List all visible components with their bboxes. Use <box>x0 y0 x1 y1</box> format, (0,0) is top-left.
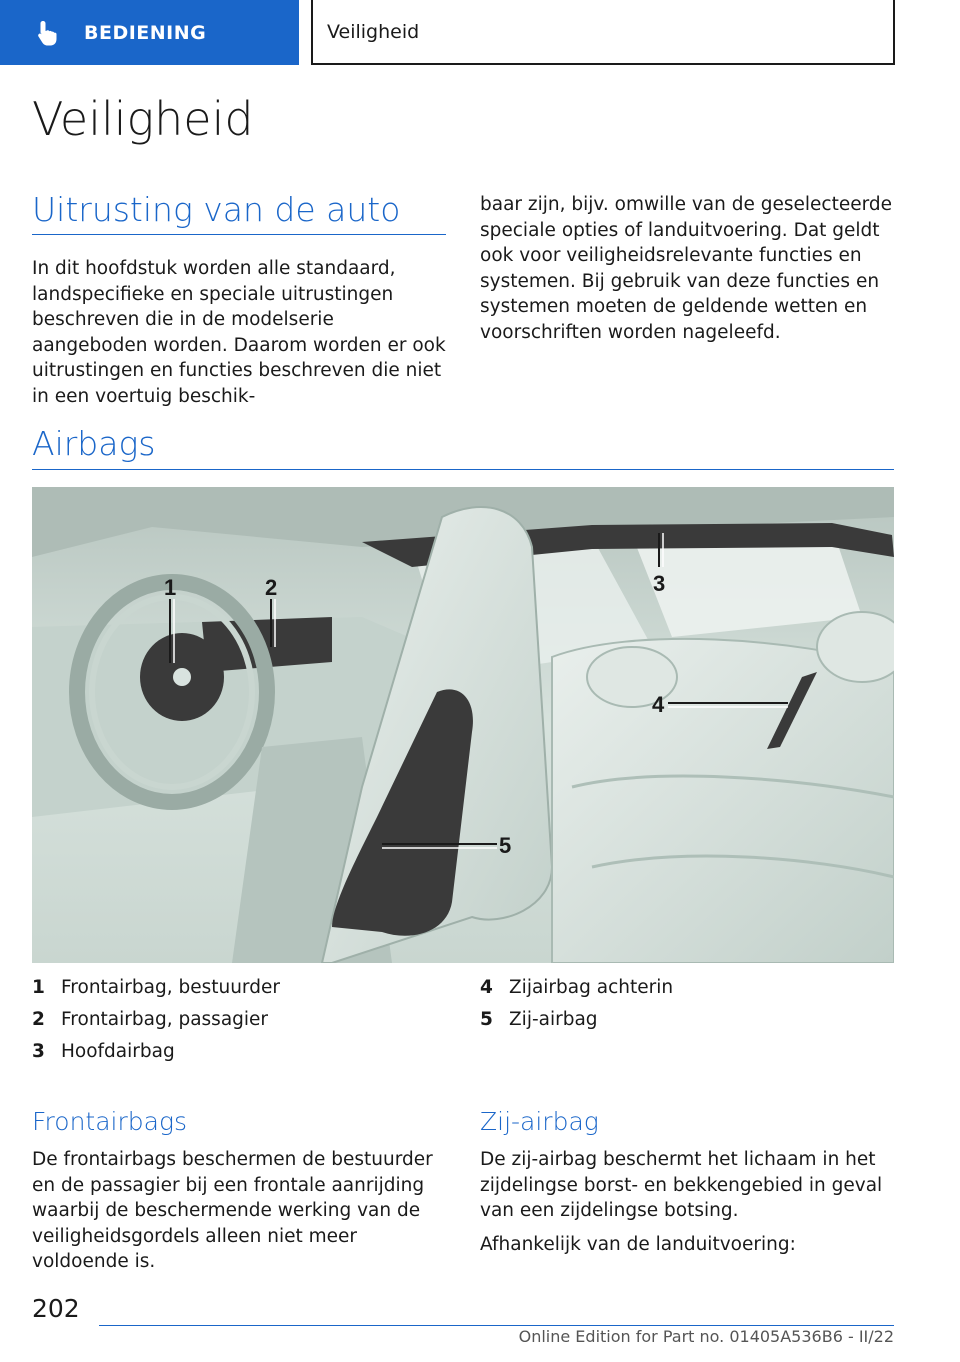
intro-paragraph-right <box>480 192 898 353</box>
section-heading-airbags: Airbags <box>32 424 156 463</box>
legend-text: Zij-airbag <box>509 1009 598 1030</box>
legend-item <box>480 977 900 1009</box>
legend-item <box>32 1009 452 1041</box>
zij-airbag-text-1: De zij-airbag beschermt het lichaam in het zijdelingse borst- en bekkengebied in geval van een zijdelingse botsing. <box>480 1149 883 1221</box>
legend-item <box>32 977 452 1009</box>
footer-rule <box>99 1325 894 1326</box>
legend-text: Zijairbag achterin <box>509 977 674 998</box>
page-title: Veiligheid <box>32 92 254 146</box>
callout-5-label: 5 <box>499 833 512 858</box>
section-tab-label: BEDIENING <box>84 21 207 44</box>
heading-rule <box>32 469 894 470</box>
legend-text: Hoofdairbag <box>61 1041 175 1062</box>
legend-number: 5 <box>480 1009 493 1030</box>
legend-right <box>480 977 900 1041</box>
subsection-tab[interactable] <box>311 0 895 65</box>
legend-left <box>32 977 452 1073</box>
legend-number: 3 <box>32 1041 45 1062</box>
intro-text-left: In dit hoofdstuk worden alle standaard, landspecifieke en speciale uitrustingen beschreven die in de modelserie aangeboden worden. Daarom worden er ook uitrustingen en functies beschreven die niet in een voertuig beschik- <box>32 258 446 407</box>
zij-airbag-paragraph <box>480 1147 898 1265</box>
airbag-illustration <box>32 487 894 963</box>
intro-paragraph-left <box>32 256 450 417</box>
legend-item <box>480 1009 900 1041</box>
callout-1-label: 1 <box>164 575 177 600</box>
car-interior-drawing <box>32 487 894 963</box>
intro-text-right: baar zijn, bijv. omwille van de geselecteerde speciale opties of landuitvoering. Dat geldt ook voor veiligheidsrelevante functies en systemen. Bij gebruik van deze functies en systemen moeten de geldende wetten en voorschriften worden nageleefd. <box>480 194 892 343</box>
legend-number: 4 <box>480 977 493 998</box>
legend-text: Frontairbag, passagier <box>61 1009 269 1030</box>
legend-number: 2 <box>32 1009 45 1030</box>
callout-4-label: 4 <box>652 692 665 717</box>
legend-text: Frontairbag, bestuurder <box>61 977 280 998</box>
legend-item <box>32 1041 452 1073</box>
frontairbags-paragraph <box>32 1147 452 1283</box>
page-number: 202 <box>32 1294 80 1323</box>
subsection-tab-label: Veiligheid <box>327 20 420 43</box>
pointing-hand-icon <box>34 18 64 48</box>
section-tab[interactable] <box>0 0 299 65</box>
zij-airbag-text-2: Afhankelijk van de landuitvoering: <box>480 1233 796 1255</box>
callout-2-label: 2 <box>265 575 278 600</box>
frontairbags-text: De frontairbags beschermen de bestuurder en de passagier bij een frontale aanrijding waarbij de beschermende werking van de veiligheidsgordels alleen niet meer voldoende is. <box>32 1149 433 1272</box>
heading-rule <box>32 234 446 235</box>
callout-3-label: 3 <box>653 571 666 596</box>
legend-number: 1 <box>32 977 45 998</box>
subheading-zij-airbag: Zij-airbag <box>480 1107 599 1136</box>
section-heading-equipment: Uitrusting van de auto <box>32 190 401 229</box>
subheading-frontairbags: Frontairbags <box>32 1107 187 1136</box>
footer-edition[interactable]: Online Edition for Part no. 01405A536B6 - II/22 <box>518 1327 894 1346</box>
